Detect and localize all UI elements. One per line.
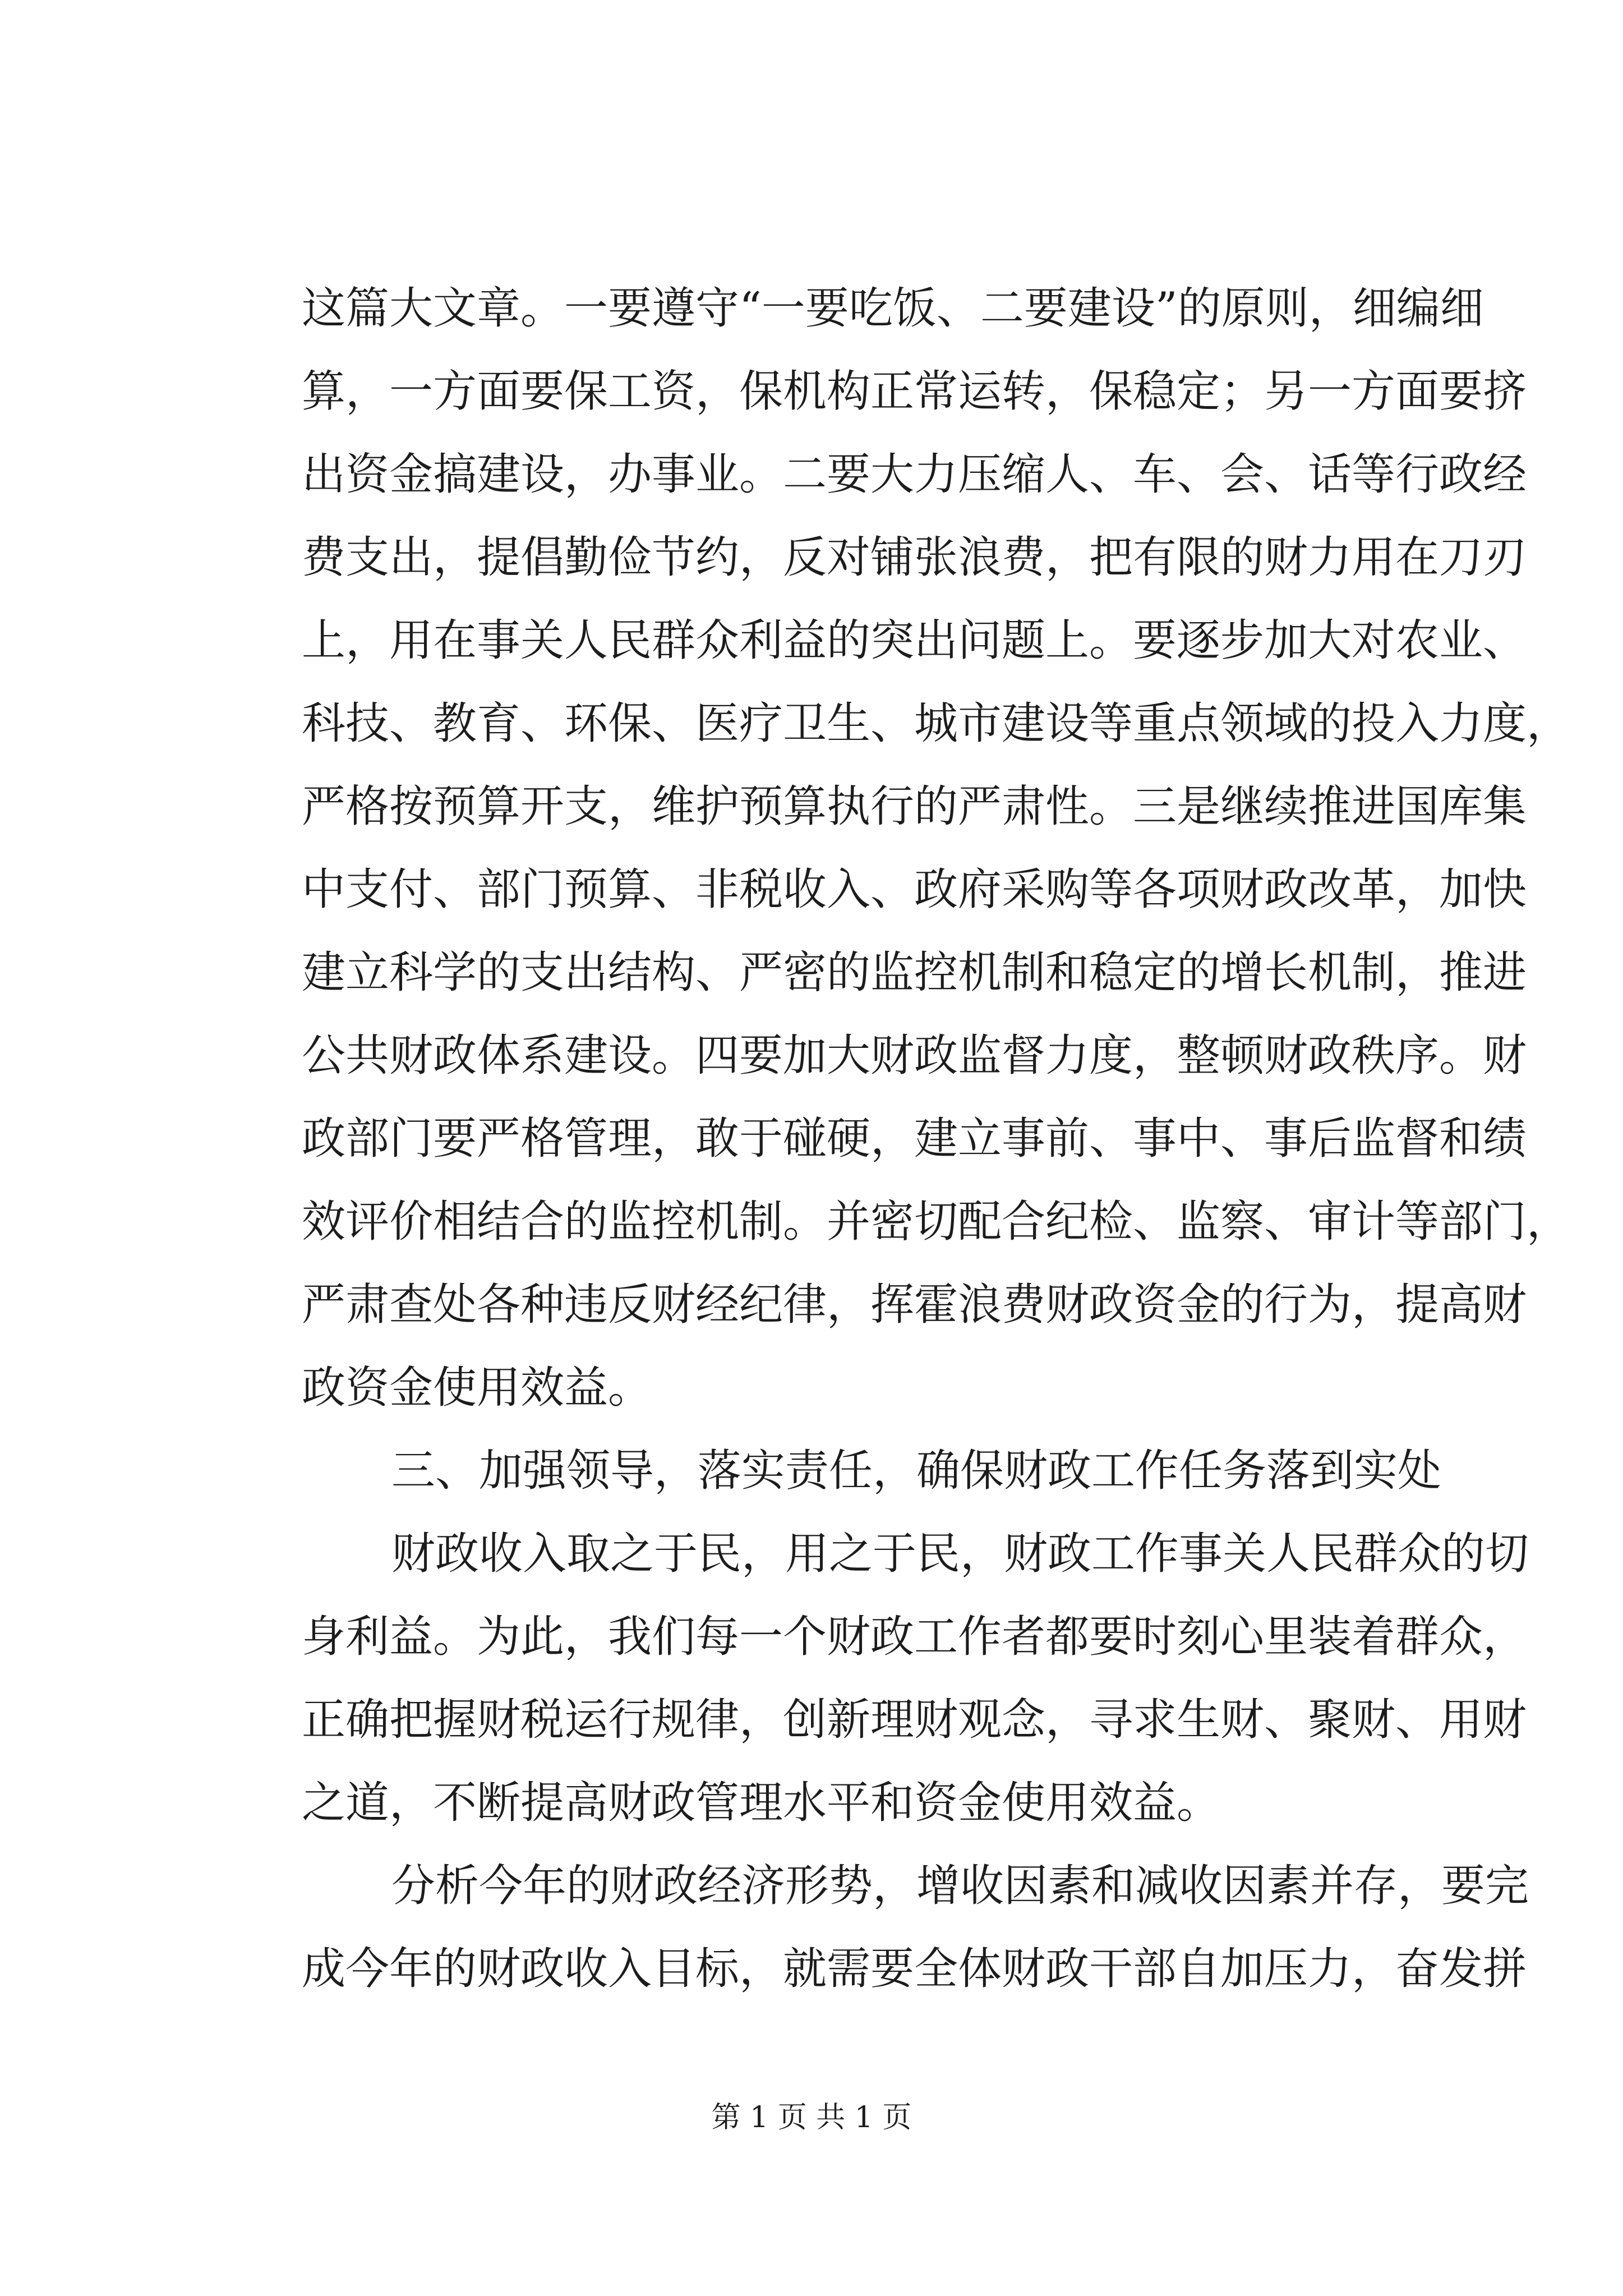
text-line: 政部门要严格管理，敢于碰硬，建立事前、事中、事后监督和绩 xyxy=(302,1114,1527,1164)
text-line: 成今年的财政收入目标，就需要全体财政干部自加压力，奋发拼 xyxy=(302,1944,1527,1994)
text-line: 建立科学的支出结构、严密的监控机制和稳定的增长机制，推进 xyxy=(302,947,1527,998)
text-line: 严格按预算开支，维护预算执行的严肃性。三是继续推进国库集 xyxy=(302,781,1527,832)
text-line: 这篇大文章。一要遵守“一要吃饭、二要建设”的原则，细编细 xyxy=(302,283,1484,334)
text-line: 费支出，提倡勤俭节约，反对铺张浪费，把有限的财力用在刀刃 xyxy=(302,532,1527,583)
text-line: 政资金使用效益。 xyxy=(302,1363,652,1413)
text-line: 公共财政体系建设。四要加大财政监督力度，整顿财政秩序。财 xyxy=(302,1030,1527,1081)
text-line: 科技、教育、环保、医疗卫生、城市建设等重点领域的投入力度， xyxy=(302,698,1571,749)
text-line: 算，一方面要保工资，保机构正常运转，保稳定；另一方面要挤 xyxy=(302,366,1527,417)
text-line: 严肃查处各种违反财经纪律，挥霍浪费财政资金的行为，提高财 xyxy=(302,1280,1527,1330)
text-line: 正确把握财税运行规律，创新理财观念，寻求生财、聚财、用财 xyxy=(302,1695,1527,1745)
text-line: 上，用在事关人民群众利益的突出问题上。要逐步加大对农业、 xyxy=(302,615,1527,666)
text-line: 中支付、部门预算、非税收入、政府采购等各项财政改革，加快 xyxy=(302,864,1527,915)
text-line: 分析今年的财政经济形势，增收因素和减收因素并存，要完 xyxy=(391,1861,1529,1911)
page-footer: 第 1 页 共 1 页 xyxy=(711,2101,912,2134)
text-line: 身利益。为此，我们每一个财政工作者都要时刻心里装着群众， xyxy=(302,1612,1527,1662)
text-line: 财政收入取之于民，用之于民，财政工作事关人民群众的切 xyxy=(391,1529,1529,1579)
text-line: 效评价相结合的监控机制。并密切配合纪检、监察、审计等部门， xyxy=(302,1197,1571,1247)
text-line: 之道，不断提高财政管理水平和资金使用效益。 xyxy=(302,1778,1221,1828)
section-heading: 三、加强领导，落实责任，确保财政工作任务落到实处 xyxy=(391,1446,1442,1496)
text-line: 出资金搞建设，办事业。二要大力压缩人、车、会、话等行政经 xyxy=(302,449,1527,500)
